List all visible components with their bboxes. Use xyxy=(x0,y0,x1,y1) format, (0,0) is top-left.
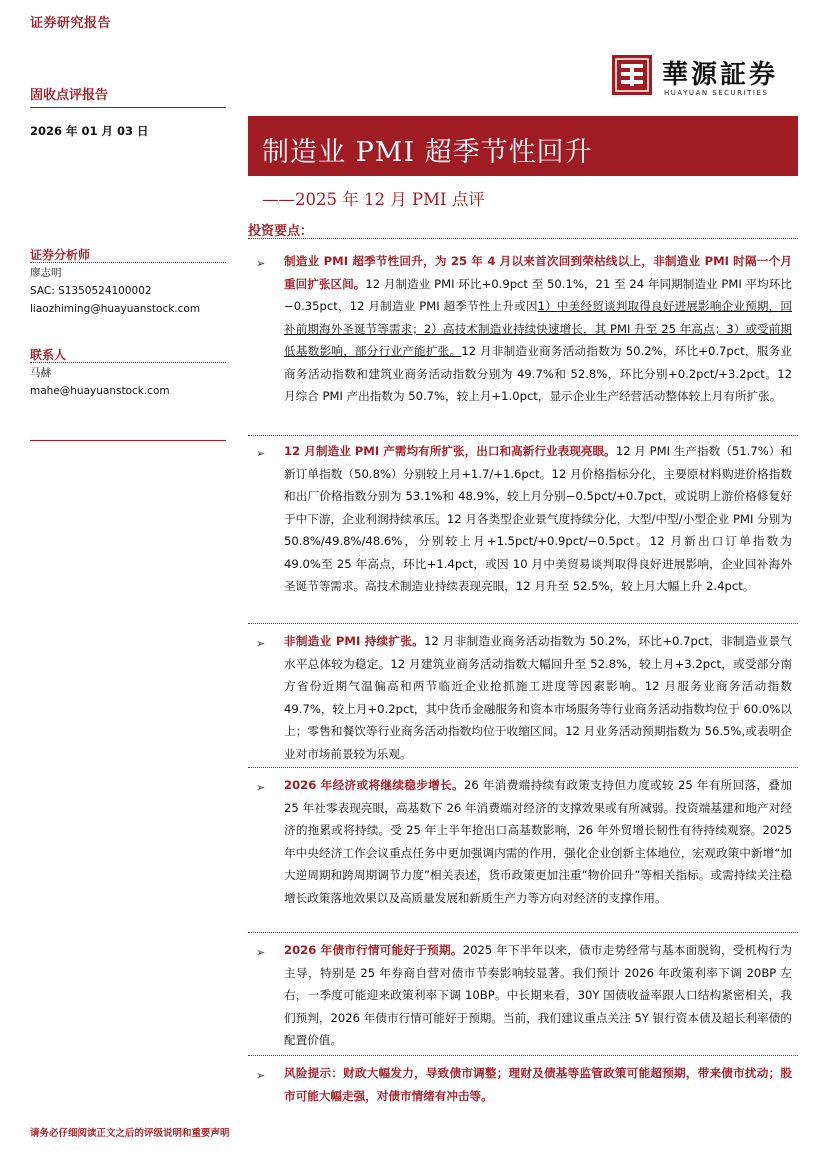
header-divider xyxy=(30,107,226,108)
paragraph-2 xyxy=(284,440,792,598)
paragraph-5-lead: 2026 年债市行情可能好于预期。 xyxy=(284,943,463,957)
paragraph-1-underlined: 1）中美经贸谈判取得良好进展影响企业预期，回补前期海外圣诞节等需求；2）高技术制造业持续快速增长，其 PMI 升至 25 年高点；3）或受前期低基数影响，部分行业产能扩张。 xyxy=(284,299,792,358)
report-type: 证券研究报告 xyxy=(30,16,112,31)
block-divider xyxy=(248,767,798,768)
paragraph-3-text: 12 月非制造业商务活动指数为 50.2%，环比+0.7pct，非制造业景气水平总体较为稳定。12 月建筑业商务活动指数大幅回升至 52.8%，较上月+3.2pct，或受部分南方省份近期气温偏高和两节临近企业抢抓施工进度等因素影响。12 月服务业商务活动指数 49.7%，较上月+0.2pct，其中货币金融服务和资本市场服务等行业商务活动指数均位于 60.0%以上；零售和餐饮等行业商务活动指数均位于收缩区间。12 月业务活动预期指数为 56.5%,或表明企业对市场前景较为乐观。 xyxy=(284,634,792,761)
bullet-icon: ➢ xyxy=(256,946,266,959)
contact-divider xyxy=(30,362,226,363)
report-subtype: 固收点评报告 xyxy=(30,88,109,103)
paragraph-3 xyxy=(284,630,792,765)
paragraph-1-text-a: 12 月制造业 PMI 环比+0.9pct 至 50.1%，21 至 24 年同期制造业 PMI 平均环比−0.35pct，12 月制造业 PMI 超季节性上升或因 xyxy=(284,276,792,313)
paragraph-4-lead: 2026 年经济或将继续稳步增长。 xyxy=(284,778,465,792)
analyst-label: 证券分析师 xyxy=(30,248,91,262)
risk-warning: 风险提示：财政大幅发力，导致债市调整；理财及债基等监管政策可能超预期，带来债市扰动；股市可能大幅走强，对债市情绪有冲击等。 xyxy=(284,1066,792,1103)
block-divider xyxy=(248,435,798,436)
paragraph-6 xyxy=(284,1062,792,1107)
paragraph-4-text: 26 年消费端持续有政策支持但力度或较 25 年有所回落，叠加 25 年社零表现亮眼，高基数下 26 年消费端对经济的支撑效果或有所减弱。投资端基建和地产对经济的拖累或将持续。受 25 年上半年抢出口高基数影响，26 年外贸增长韧性有待持续观察。2025 年中央经济工作会议重点任务中更加强调内需的作用，强化企业创新主体地位，宏观政策中新增“加大逆周期和跨周期调节力度”相关表述，货币政策更加注重“物价回升”等相关指标。或需持续关注稳增长政策落地效果以及高质量发展和新质生产力等方向对经济的支撑作用。 xyxy=(284,778,792,905)
analyst-sac: SAC: S1350524100002 xyxy=(30,285,152,297)
paragraph-3-lead: 非制造业 PMI 持续扩张。 xyxy=(284,634,425,648)
paragraph-5-text: 2025 年下半年以来，债市走势经常与基本面脱钩，受机构行为主导，特别是 25 年券商自营对债市节奏影响较显著。我们预计 2026 年政策利率下调 20BP 左右，一季度可能迎来政策利率下调 10BP。中长期来看，30Y 国债收益率跟人口结构紧密相关，我们预判，2026 年债市行情可能好于预期。当前，我们建议重点关注 5Y 银行资本债及超长利率债的配置价值。 xyxy=(284,943,792,1047)
block-divider xyxy=(248,623,798,624)
huayuan-logo-icon xyxy=(612,55,652,95)
block-divider xyxy=(248,1055,798,1056)
sidebar-end-divider xyxy=(30,440,226,441)
paragraph-1-lead: 制造业 PMI 超季节性回升，为 25 年 4 月以来首次回到荣枯线以上，非制造业 PMI 时隔一个月重回扩张区间。 xyxy=(284,254,792,291)
block-divider xyxy=(248,932,798,933)
contact-email[interactable]: mahe@huayuanstock.com xyxy=(30,385,170,397)
section-label: 投资要点： xyxy=(248,224,314,239)
logo-name-en: HUAYUAN SECURITIES xyxy=(664,89,769,97)
paragraph-5 xyxy=(284,939,792,1052)
bullet-icon: ➢ xyxy=(256,447,266,460)
paragraph-2-lead: 12 月制造业 PMI 产需均有所扩张，出口和高新行业表现亮眼。 xyxy=(284,444,616,458)
bullet-icon: ➢ xyxy=(256,637,266,650)
analyst-divider xyxy=(30,262,226,263)
section-divider xyxy=(248,238,798,239)
footer-disclaimer: 请务必仔细阅读正文之后的评级说明和重要声明 xyxy=(30,1128,230,1139)
logo-name-cn: 華源証券 xyxy=(662,60,779,90)
bullet-icon: ➢ xyxy=(256,1069,266,1082)
paragraph-2-text: 12 月 PMI 生产指数（51.7%）和新订单指数（50.8%）分别较上月+1.7/+1.6pct。12 月价格指标分化，主要原材料购进价格指数和出厂价格指数分别为 53.1%和 48.9%，较上月分别−0.5pct/+0.7pct，或说明上游价格修复好于中下游，企业利润持续承压。12 月各类型企业景气度持续分化，大型/中型/小型企业 PMI 分别为 50.8%/49.8%/48.6%，分别较上月+1.5pct/+0.9pct/−0.5pct。12 月新出口订单指数为 49.0%至 25 年高点，环比+1.4pct，或因 10 月中美贸易谈判取得良好进展影响，企业回补海外圣诞节等需求。高技术制造业持续表现亮眼，12 月升至 52.5%，较上月大幅上升 2.4pct。 xyxy=(284,444,793,593)
bullet-icon: ➢ xyxy=(256,257,266,270)
analyst-email[interactable]: liaozhiming@huayuanstock.com xyxy=(30,303,201,315)
bullet-icon: ➢ xyxy=(256,781,266,794)
analyst-name: 廖志明 xyxy=(30,267,62,279)
report-date: 2026 年 01 月 03 日 xyxy=(30,124,149,138)
page-title: 制造业 PMI 超季节性回升 xyxy=(262,137,593,168)
paragraph-1-text-b: 12 月非制造业商务活动指数为 50.2%，环比+0.7pct，服务业商务活动指数和建筑业商务活动指数分别为 49.7%和 52.8%，环比分别+0.2pct/+3.2pct。12 月综合 PMI 产出指数为 50.7%，较上月+1.0pct，显示企业生产经营活动整体较上月有所扩张。 xyxy=(284,344,792,403)
paragraph-4 xyxy=(284,774,792,909)
page-subtitle: ——2025 年 12 月 PMI 点评 xyxy=(262,190,485,209)
contact-label: 联系人 xyxy=(30,348,67,362)
contact-name: 马赫 xyxy=(30,367,51,379)
paragraph-1 xyxy=(284,250,792,408)
